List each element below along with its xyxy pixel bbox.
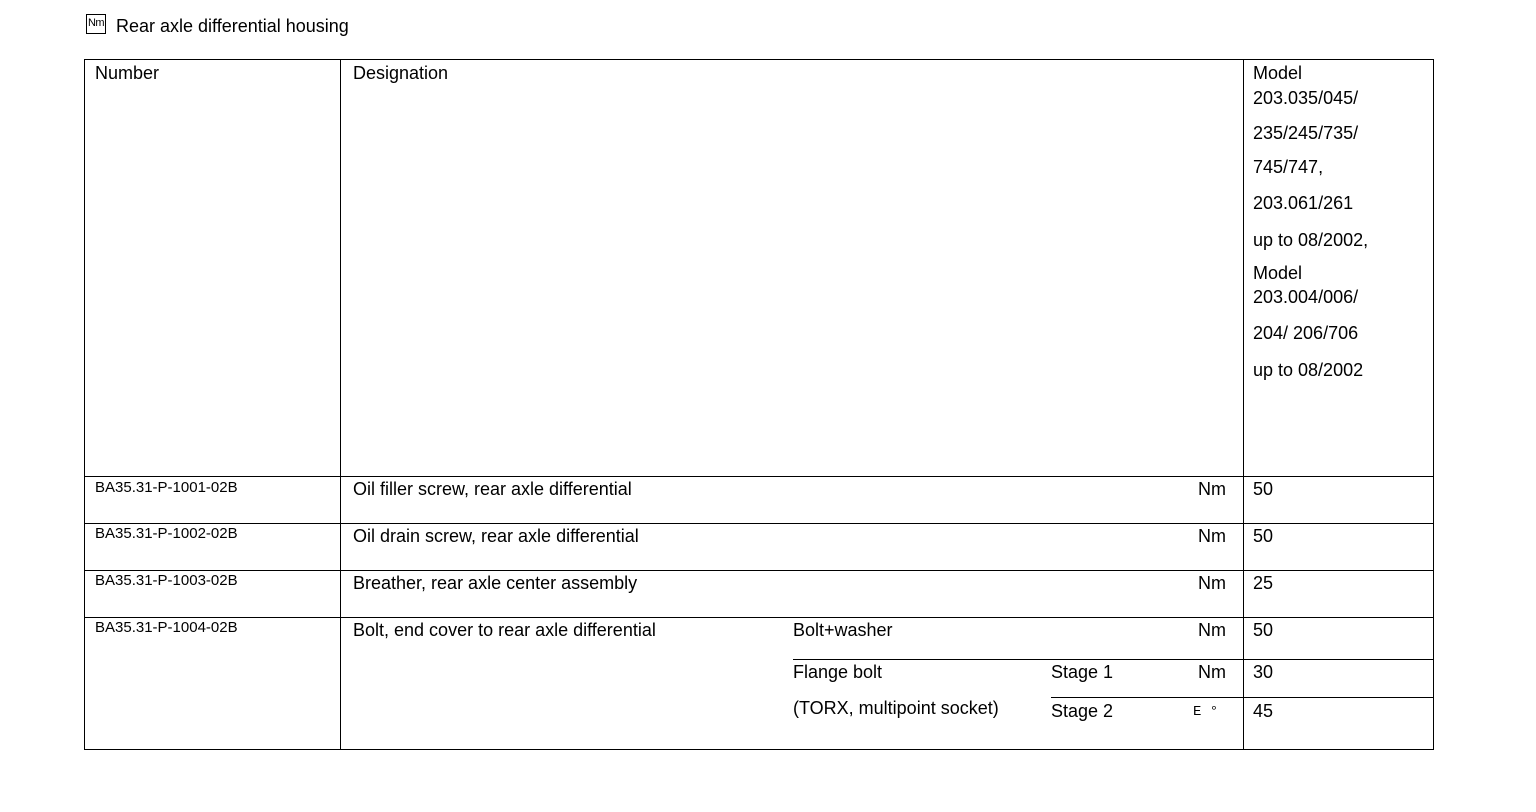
model-line: Model	[1253, 263, 1303, 283]
model-line: 203.061/261	[1253, 193, 1354, 213]
model-line: 203.035/045/	[1253, 88, 1359, 108]
row-designation: Oil drain screw, rear axle differential	[353, 526, 639, 546]
subrow-divider	[1243, 697, 1433, 698]
row-divider	[85, 476, 1433, 477]
row-designation: Bolt, end cover to rear axle differential	[353, 620, 656, 640]
row-designation: Breather, rear axle center assembly	[353, 573, 638, 593]
row-divider	[85, 523, 1433, 524]
sub-item: Flange bolt	[793, 662, 883, 682]
document-header	[86, 10, 349, 37]
row-divider	[85, 617, 1433, 618]
row-designation: Oil filler screw, rear axle differential	[353, 479, 632, 499]
column-header-number: Number	[95, 63, 160, 83]
subrow-divider	[793, 659, 1243, 660]
torque-table	[84, 59, 1434, 750]
model-line: 204/ 206/706	[1253, 323, 1359, 343]
row-unit: Nm	[1198, 662, 1226, 682]
row-number: BA35.31-P-1004-02B	[95, 619, 238, 636]
sub-item: (TORX, multipoint socket)	[793, 698, 999, 718]
model-line: up to 08/2002	[1253, 360, 1364, 380]
sub-item: Bolt+washer	[793, 620, 893, 640]
row-number: BA35.31-P-1003-02B	[95, 572, 238, 589]
torque-nm-icon: Nm	[86, 14, 106, 34]
subrow-divider	[1243, 659, 1433, 660]
row-unit: Nm	[1198, 620, 1226, 640]
row-value: 50	[1253, 526, 1274, 546]
row-value: 50	[1253, 620, 1274, 640]
row-divider	[85, 570, 1433, 571]
subrow-divider	[1051, 697, 1243, 698]
column-divider	[340, 60, 341, 749]
column-divider	[1243, 60, 1244, 749]
row-unit: Nm	[1198, 526, 1226, 546]
column-header-designation: Designation	[353, 63, 449, 83]
row-unit: Nm	[1198, 573, 1226, 593]
row-number: BA35.31-P-1002-02B	[95, 525, 238, 542]
model-line: up to 08/2002,	[1253, 230, 1369, 250]
row-value: 45	[1253, 701, 1274, 721]
sub-stage: Stage 1	[1051, 662, 1114, 682]
model-line: 203.004/006/	[1253, 287, 1359, 307]
row-number: BA35.31-P-1001-02B	[95, 479, 238, 496]
model-line: 235/245/735/	[1253, 123, 1359, 143]
model-line: Model	[1253, 63, 1303, 83]
row-value: 50	[1253, 479, 1274, 499]
model-line: 745/747,	[1253, 157, 1324, 177]
row-value: 30	[1253, 662, 1274, 682]
page-title: Rear axle differential housing	[116, 16, 349, 36]
sub-stage: Stage 2	[1051, 701, 1114, 721]
row-unit: Nm	[1198, 479, 1226, 499]
row-value: 25	[1253, 573, 1274, 593]
angle-unit: E °	[1193, 704, 1219, 720]
